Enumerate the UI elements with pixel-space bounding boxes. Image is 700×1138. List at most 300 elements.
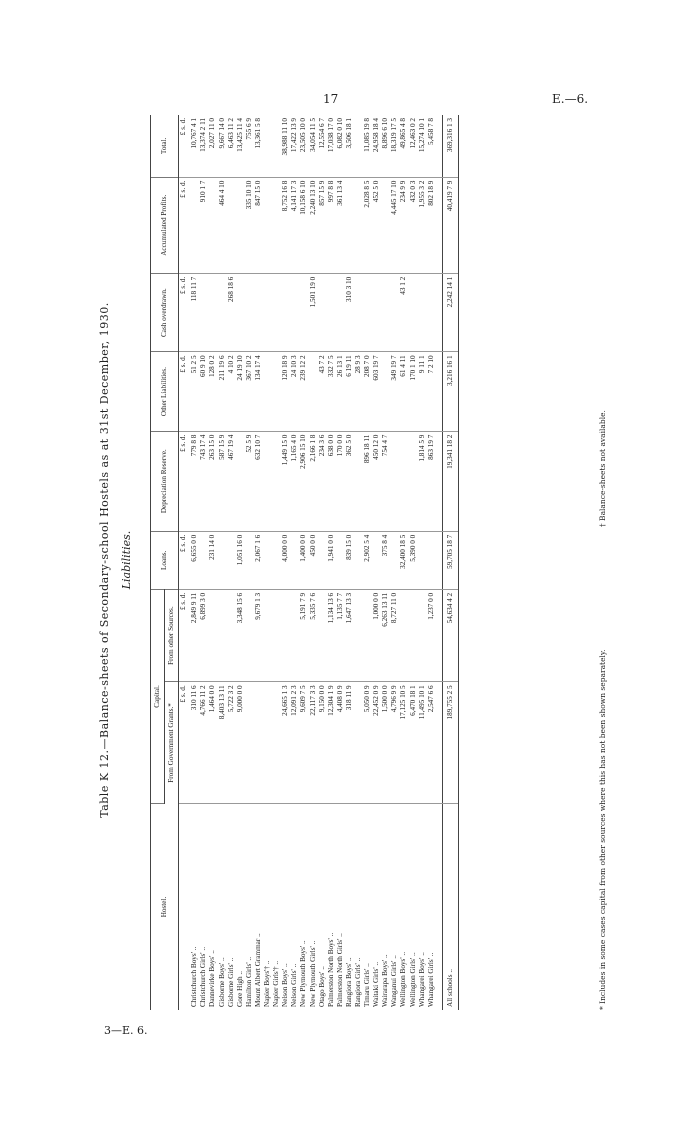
cell-dep: 1,449 15 0	[281, 431, 290, 531]
table-row	[245, 115, 254, 1010]
cell-other	[290, 589, 299, 682]
cell-dep	[263, 431, 272, 531]
table-row	[218, 115, 227, 1010]
table-body	[179, 115, 459, 1010]
cell-cash	[290, 273, 299, 352]
hostel-name: Nelson Boys' ..	[281, 963, 290, 1007]
cell-cash	[427, 273, 436, 352]
cell-cash	[208, 273, 217, 352]
cell-dep: 1,814 5 9	[418, 431, 427, 531]
col-cash-overdrawn: Cash overdrawn.	[151, 273, 179, 352]
cell-cash	[272, 273, 281, 352]
cell-gov: 318 11 9	[345, 682, 354, 804]
cell-oth	[272, 352, 281, 431]
hostel-name: New Plymouth Boys' ..	[299, 940, 308, 1007]
cell-dep: 170 0 0	[336, 431, 345, 531]
hostel-name: Wanganui Girls' ..	[390, 955, 399, 1007]
unit-cell: £ s. d.	[179, 177, 191, 273]
cell-loans	[290, 531, 299, 589]
cell-gov: 11,495 10 1	[418, 682, 427, 804]
cell-other: 5,191 7 9	[299, 589, 308, 682]
cell-loans	[263, 531, 272, 589]
cell-dep	[390, 431, 399, 531]
col-accumulated-profits: Accumulated Profits.	[151, 177, 179, 273]
cell-loans: 4,000 0 0	[281, 531, 290, 589]
cell-dep	[272, 431, 281, 531]
cell-other: 8,727 11 0	[390, 589, 399, 682]
cell-cash: 118 11 7	[190, 273, 199, 352]
col-gov-grants: From Government Grants.*	[165, 682, 179, 804]
cell-oth: 9 11 1	[418, 352, 427, 431]
cell-total: 17,038 17 0	[327, 115, 336, 177]
cell-oth: 208 7 0	[363, 352, 372, 431]
total-loans: 59,705 18 7	[442, 531, 458, 589]
cell-dep: 638 0 0	[327, 431, 336, 531]
cell-oth: 7 2 10	[427, 352, 436, 431]
cell-cash	[218, 273, 227, 352]
cell-oth: 332 7 5	[327, 352, 336, 431]
col-other-sources: From other Sources.	[165, 589, 179, 682]
table-row	[318, 115, 327, 1010]
cell-cash	[354, 273, 363, 352]
balance-sheet-table	[150, 115, 459, 1010]
cell-acc: 452 5 0	[372, 177, 381, 273]
table-row	[227, 115, 236, 1010]
page-reference: E.—6.	[552, 92, 589, 106]
hostel-name: Palmerston North Girls' ..	[335, 933, 344, 1007]
hostel-name: Timaru Girls' ..	[363, 963, 372, 1007]
col-capital: Capital.	[151, 589, 165, 803]
cell-oth: 4 10 2	[227, 352, 236, 431]
cell-dep: 632 10 7	[254, 431, 263, 531]
cell-acc: 464 4 10	[218, 177, 227, 273]
cell-acc	[272, 177, 281, 273]
cell-dep: 2,166 1 8	[309, 431, 318, 531]
cell-oth: 24 10 3	[290, 352, 299, 431]
cell-gov	[254, 682, 263, 804]
cell-loans	[199, 531, 208, 589]
cell-other: 6,899 3 0	[199, 589, 208, 682]
hostel-name: Mount Albert Grammar ..	[253, 933, 262, 1007]
cell-oth: 60 9 10	[199, 352, 208, 431]
cell-gov: 1,500 0 0	[381, 682, 390, 804]
cell-gov: 5,050 0 9	[363, 682, 372, 804]
hostel-name: Otago Boys' ..	[317, 966, 326, 1007]
cell-oth: 349 19 7	[390, 352, 399, 431]
cell-total: 9,667 14 0	[218, 115, 227, 177]
cell-total: 15,274 10 1	[418, 115, 427, 177]
table-row	[309, 115, 318, 1010]
hostel-name: Wairarapa Boys' ..	[381, 954, 390, 1007]
cell-acc: 847 15 0	[254, 177, 263, 273]
cell-total: 13,361 5 8	[254, 115, 263, 177]
col-depreciation: Depreciation Reserve.	[151, 431, 179, 531]
cell-dep	[354, 431, 363, 531]
cell-other: 1,134 13 6	[327, 589, 336, 682]
unit-cell: £ s. d.	[179, 273, 191, 352]
cell-total: 13,374 2 11	[199, 115, 208, 177]
col-total: Total.	[151, 115, 179, 177]
cell-oth: 61 4 11	[399, 352, 408, 431]
cell-gov: 9,150 0 0	[318, 682, 327, 804]
cell-oth: 24 19 10	[236, 352, 245, 431]
table-row	[427, 115, 436, 1010]
page-number: 17	[323, 92, 339, 106]
cell-dep	[399, 431, 408, 531]
cell-total: 6,082 0 10	[336, 115, 345, 177]
cell-dep: 587 15 9	[218, 431, 227, 531]
cell-gov: 310 11 6	[190, 682, 199, 804]
cell-oth: 26 13 1	[336, 352, 345, 431]
cell-loans: 5,390 0 0	[409, 531, 418, 589]
unit-cell: £ s. d.	[179, 531, 191, 589]
cell-loans: 1,941 0 0	[327, 531, 336, 589]
table-row	[390, 115, 399, 1010]
cell-gov: 4,796 9 9	[390, 682, 399, 804]
cell-loans: 375 8 4	[381, 531, 390, 589]
col-hostel: Hostel.	[151, 804, 179, 1011]
cell-acc	[345, 177, 354, 273]
cell-gov: 9,609 7 5	[299, 682, 308, 804]
cell-other: 1,000 0 0	[372, 589, 381, 682]
cell-gov: 17,125 10 5	[399, 682, 408, 804]
hostel-name: Whangarei Boys' ..	[417, 952, 426, 1007]
cell-total: 17,422 13 9	[290, 115, 299, 177]
table-row	[272, 115, 281, 1010]
unit-cell: £ s. d.	[179, 115, 191, 177]
cell-acc: 1,955 3 2	[418, 177, 427, 273]
hostel-name: Hamilton Girls' ..	[244, 956, 253, 1007]
cell-loans	[227, 531, 236, 589]
cell-acc	[381, 177, 390, 273]
footnote-not-available: † Balance-sheets not available.	[598, 410, 607, 528]
units-row	[179, 115, 191, 1010]
cell-gov: 5,722 3 2	[227, 682, 236, 804]
cell-other: 1,237 0 0	[427, 589, 436, 682]
table-row	[345, 115, 354, 1010]
cell-dep	[236, 431, 245, 531]
cell-oth: 51 2 5	[190, 352, 199, 431]
table-row	[381, 115, 390, 1010]
cell-other: 1,135 7 7	[336, 589, 345, 682]
cell-oth	[381, 352, 390, 431]
cell-gov: 4,408 0 9	[336, 682, 345, 804]
footnotes	[598, 110, 607, 1010]
hostel-name: Gisborne Girls' ..	[226, 957, 235, 1007]
cell-gov	[354, 682, 363, 804]
cell-cash	[390, 273, 399, 352]
cell-loans: 6,655 0 0	[190, 531, 199, 589]
cell-loans: 231 14 0	[208, 531, 217, 589]
cell-oth: 6 19 11	[345, 352, 354, 431]
cell-other: 6,263 13 11	[381, 589, 390, 682]
cell-other	[363, 589, 372, 682]
table-row	[299, 115, 308, 1010]
cell-loans: 2,067 1 6	[254, 531, 263, 589]
total-cash: 2,242 14 1	[442, 273, 458, 352]
cell-acc: 8,752 16 8	[281, 177, 290, 273]
cell-cash	[318, 273, 327, 352]
hostel-name: Wellington Boys' ..	[399, 951, 408, 1007]
cell-cash	[327, 273, 336, 352]
cell-other	[354, 589, 363, 682]
table-row	[281, 115, 290, 1010]
cell-other: 2,849 9 11	[190, 589, 199, 682]
cell-acc	[208, 177, 217, 273]
cell-other	[218, 589, 227, 682]
cell-total	[354, 115, 363, 177]
totals-label: All schools ..	[442, 804, 458, 1011]
cell-oth: 128 0 2	[208, 352, 217, 431]
cell-total	[272, 115, 281, 177]
cell-gov: 12,091 2 3	[290, 682, 299, 804]
cell-total: 38,988 11 10	[281, 115, 290, 177]
hostel-name: Gisborne Boys' ..	[217, 957, 226, 1007]
cell-oth	[263, 352, 272, 431]
hostel-name: Palmerston North Boys' ..	[326, 932, 335, 1007]
cell-other: 3,348 15 6	[236, 589, 245, 682]
cell-loans: 1,400 0 0	[299, 531, 308, 589]
cell-cash	[245, 273, 254, 352]
table-row	[208, 115, 217, 1010]
cell-gov	[245, 682, 254, 804]
table-row	[363, 115, 372, 1010]
cell-oth: 43 7 2	[318, 352, 327, 431]
cell-gov: 1,464 0 0	[208, 682, 217, 804]
cell-gov	[272, 682, 281, 804]
cell-cash	[372, 273, 381, 352]
cell-other	[208, 589, 217, 682]
cell-dep: 743 17 4	[199, 431, 208, 531]
unit-cell: £ s. d.	[179, 431, 191, 531]
cell-total	[263, 115, 272, 177]
hostel-name: Gore High ..	[235, 971, 244, 1007]
cell-total: 24,958 18 4	[372, 115, 381, 177]
table-row	[290, 115, 299, 1010]
cell-acc: 361 13 4	[336, 177, 345, 273]
rotated-table-block	[98, 110, 698, 1010]
cell-cash	[299, 273, 308, 352]
footnote-capital: * Includes in some cases capital from other sources where this has not been shown separately.	[598, 649, 607, 1010]
cell-gov: 4,766 11 2	[199, 682, 208, 804]
cell-dep: 467 19 4	[227, 431, 236, 531]
cell-total: 755 6 9	[245, 115, 254, 177]
cell-oth: 211 19 6	[218, 352, 227, 431]
cell-oth: 367 10 2	[245, 352, 254, 431]
cell-gov: 24,665 1 3	[281, 682, 290, 804]
total-total: 369,316 1 3	[442, 115, 458, 177]
cell-oth: 120 18 9	[281, 352, 290, 431]
cell-gov: 22,117 3 3	[309, 682, 318, 804]
hostel-name: Rangiora Girls' ..	[353, 957, 362, 1007]
cell-total: 12,554 6 7	[318, 115, 327, 177]
cell-cash	[199, 273, 208, 352]
cell-other	[399, 589, 408, 682]
total-dep: 19,341 18 2	[442, 431, 458, 531]
hostel-name: Waitaki Girls' ..	[372, 961, 381, 1007]
cell-loans	[272, 531, 281, 589]
cell-acc: 234 9 9	[399, 177, 408, 273]
cell-other: 1,647 13 3	[345, 589, 354, 682]
cell-acc	[263, 177, 272, 273]
cell-oth	[309, 352, 318, 431]
cell-loans: 1,051 16 0	[236, 531, 245, 589]
cell-gov: 8,403 13 11	[218, 682, 227, 804]
table-row	[327, 115, 336, 1010]
cell-total: 13,425 11 4	[236, 115, 245, 177]
cell-loans	[418, 531, 427, 589]
cell-acc: 997 8 8	[327, 177, 336, 273]
total-acc: 40,419 7 9	[442, 177, 458, 273]
cell-dep: 263 15 0	[208, 431, 217, 531]
unit-cell	[179, 804, 191, 1011]
hostel-name: Dannevirke Boys' ..	[208, 950, 217, 1007]
table-row	[199, 115, 208, 1010]
cell-oth: 603 19 7	[372, 352, 381, 431]
table-row	[190, 115, 199, 1010]
cell-acc	[236, 177, 245, 273]
cell-total: 34,054 11 5	[309, 115, 318, 177]
cell-other: 5,335 7 6	[309, 589, 318, 682]
hostel-name: Napier Girls'† ..	[272, 960, 281, 1007]
cell-acc: 4,141 17 3	[290, 177, 299, 273]
table-row	[263, 115, 272, 1010]
table-row	[254, 115, 263, 1010]
cell-acc	[354, 177, 363, 273]
cell-dep	[409, 431, 418, 531]
cell-total: 2,027 11 0	[208, 115, 217, 177]
cell-acc: 2,028 8 5	[363, 177, 372, 273]
table-row	[409, 115, 418, 1010]
hostel-name: Wellington Girls' ..	[408, 952, 417, 1007]
cell-other	[318, 589, 327, 682]
cell-total: 12,463 0 2	[409, 115, 418, 177]
table-row	[336, 115, 345, 1010]
hostel-name: Rangiora Boys' ..	[344, 957, 353, 1007]
cell-gov: 12,304 1 9	[327, 682, 336, 804]
cell-acc: 857 15 9	[318, 177, 327, 273]
cell-other	[227, 589, 236, 682]
cell-loans	[245, 531, 254, 589]
cell-gov: 6,470 18 1	[409, 682, 418, 804]
cell-oth: 239 12 2	[299, 352, 308, 431]
hostel-name: Nelson Girls' ..	[290, 963, 299, 1007]
cell-other	[263, 589, 272, 682]
cell-total: 18,319 17 5	[390, 115, 399, 177]
cell-gov: 2,547 6 6	[427, 682, 436, 804]
cell-oth: 28 9 3	[354, 352, 363, 431]
unit-cell: £ s. d.	[179, 352, 191, 431]
cell-acc: 802 18 9	[427, 177, 436, 273]
cell-loans	[372, 531, 381, 589]
cell-cash: 268 18 6	[227, 273, 236, 352]
cell-dep: 234 3 6	[318, 431, 327, 531]
cell-total: 11,085 19 8	[363, 115, 372, 177]
hostel-name: New Plymouth Girls' ..	[308, 940, 317, 1007]
folio-mark: 3—E. 6.	[104, 1024, 148, 1037]
hostel-name: Christchurch Boys' ..	[190, 946, 199, 1007]
cell-cash	[281, 273, 290, 352]
table-row	[399, 115, 408, 1010]
hostel-name: Napier Boys'† ..	[263, 960, 272, 1007]
cell-dep: 896 18 11	[363, 431, 372, 531]
cell-other: 9,679 1 3	[254, 589, 263, 682]
cell-dep: 52 5 9	[245, 431, 254, 531]
cell-cash	[336, 273, 345, 352]
cell-total: 49,865 4 8	[399, 115, 408, 177]
cell-oth: 134 17 4	[254, 352, 263, 431]
total-gov: 189,755 2 5	[442, 682, 458, 804]
cell-loans	[427, 531, 436, 589]
cell-dep: 779 8 8	[190, 431, 199, 531]
cell-loans	[218, 531, 227, 589]
cell-cash	[236, 273, 245, 352]
cell-total: 3,506 18 1	[345, 115, 354, 177]
cell-gov: 9,000 0 0	[236, 682, 245, 804]
cell-loans: 2,902 5 4	[363, 531, 372, 589]
cell-cash: 310 3 10	[345, 273, 354, 352]
table-row	[236, 115, 245, 1010]
cell-dep: 754 4 7	[381, 431, 390, 531]
cell-cash	[409, 273, 418, 352]
cell-cash: 43 1 2	[399, 273, 408, 352]
table-row	[354, 115, 363, 1010]
cell-loans	[354, 531, 363, 589]
cell-acc	[227, 177, 236, 273]
table-title: Table K 12.—Balance-sheets of Secondary-school Hostels as at 31st December, 1930.	[98, 302, 111, 818]
cell-loans: 450 0 0	[309, 531, 318, 589]
cell-cash: 1,501 19 0	[309, 273, 318, 352]
cell-acc: 335 10 10	[245, 177, 254, 273]
cell-cash	[381, 273, 390, 352]
cell-acc: 4,445 17 10	[390, 177, 399, 273]
cell-gov: 22,452 0 9	[372, 682, 381, 804]
cell-loans	[318, 531, 327, 589]
cell-other	[418, 589, 427, 682]
cell-acc: 2,240 13 10	[309, 177, 318, 273]
table-row	[372, 115, 381, 1010]
cell-total: 10,767 4 1	[190, 115, 199, 177]
cell-loans	[336, 531, 345, 589]
cell-loans: 839 15 0	[345, 531, 354, 589]
cell-dep: 1,165 4 0	[290, 431, 299, 531]
cell-acc	[190, 177, 199, 273]
cell-gov	[263, 682, 272, 804]
cell-total: 23,505 10 0	[299, 115, 308, 177]
unit-cell: £ s. d.	[179, 682, 191, 804]
cell-dep: 362 5 0	[345, 431, 354, 531]
cell-other	[281, 589, 290, 682]
hostel-name: Christchurch Girls' ..	[199, 947, 208, 1007]
totals-row	[442, 115, 458, 1010]
cell-cash	[363, 273, 372, 352]
cell-total: 8,896 6 10	[381, 115, 390, 177]
table-subtitle: Liabilities.	[120, 530, 133, 590]
cell-other	[272, 589, 281, 682]
cell-other	[409, 589, 418, 682]
cell-total: 5,458 7 8	[427, 115, 436, 177]
total-other: 54,634 4 2	[442, 589, 458, 682]
cell-cash	[263, 273, 272, 352]
cell-oth: 170 1 10	[409, 352, 418, 431]
cell-acc: 10,158 6 10	[299, 177, 308, 273]
cell-other	[245, 589, 254, 682]
cell-acc: 910 1 7	[199, 177, 208, 273]
cell-dep: 2,906 15 10	[299, 431, 308, 531]
hostel-name: Whangarei Girls' ..	[426, 952, 435, 1007]
cell-acc: 432 0 3	[409, 177, 418, 273]
table-row	[418, 115, 427, 1010]
